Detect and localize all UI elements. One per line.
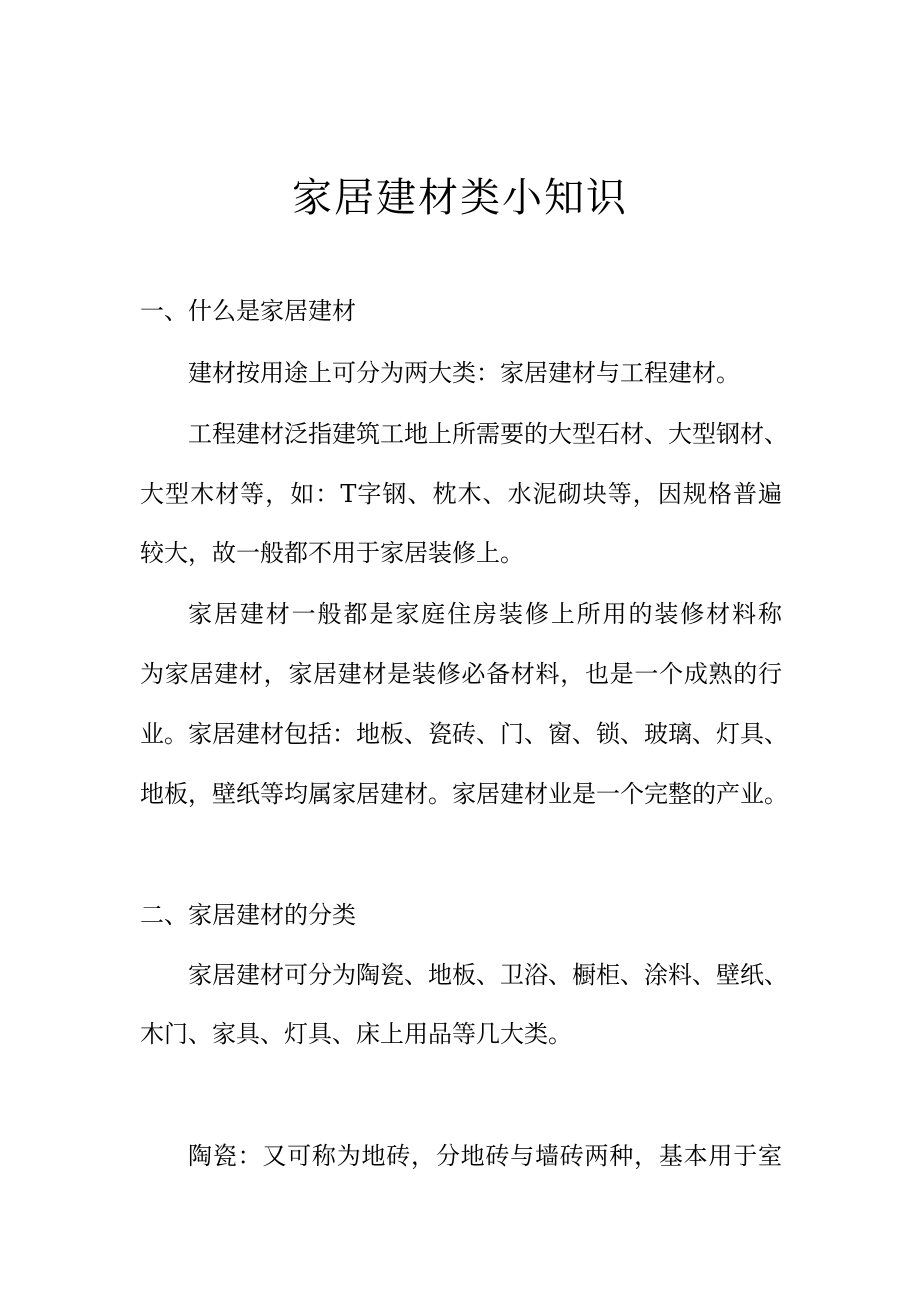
paragraph-line: 大型木材等，如：T字钢、枕木、水泥砌块等，因规格普遍	[140, 480, 782, 508]
paragraph-line: 较大，故一般都不用于家居装修上。	[140, 539, 524, 567]
section-heading-2: 二、家居建材的分类	[140, 901, 356, 929]
paragraph-line: 木门、家具、灯具、床上用品等几大类。	[140, 1020, 572, 1048]
paragraph-line: 为家居建材，家居建材是装修必备材料，也是一个成熟的行	[140, 660, 782, 688]
paragraph-line: 工程建材泛指建筑工地上所需要的大型石材、大型钢材、	[188, 420, 788, 448]
paragraph-line: 家居建材可分为陶瓷、地板、卫浴、橱柜、涂料、壁纸、	[188, 961, 788, 989]
paragraph-line: 陶瓷：又可称为地砖，分地砖与墙砖两种，基本用于室	[188, 1142, 782, 1170]
document-title: 家居建材类小知识	[292, 175, 628, 221]
paragraph-line: 业。家居建材包括：地板、瓷砖、门、窗、锁、玻璃、灯具、	[140, 720, 788, 748]
paragraph-line: 地板，壁纸等均属家居建材。家居建材业是一个完整的产业。	[140, 780, 788, 808]
paragraph-line: 建材按用途上可分为两大类：家居建材与工程建材。	[188, 359, 740, 387]
section-heading-1: 一、什么是家居建材	[140, 297, 356, 325]
paragraph-line: 家居建材一般都是家庭住房装修上所用的装修材料称	[188, 600, 782, 628]
